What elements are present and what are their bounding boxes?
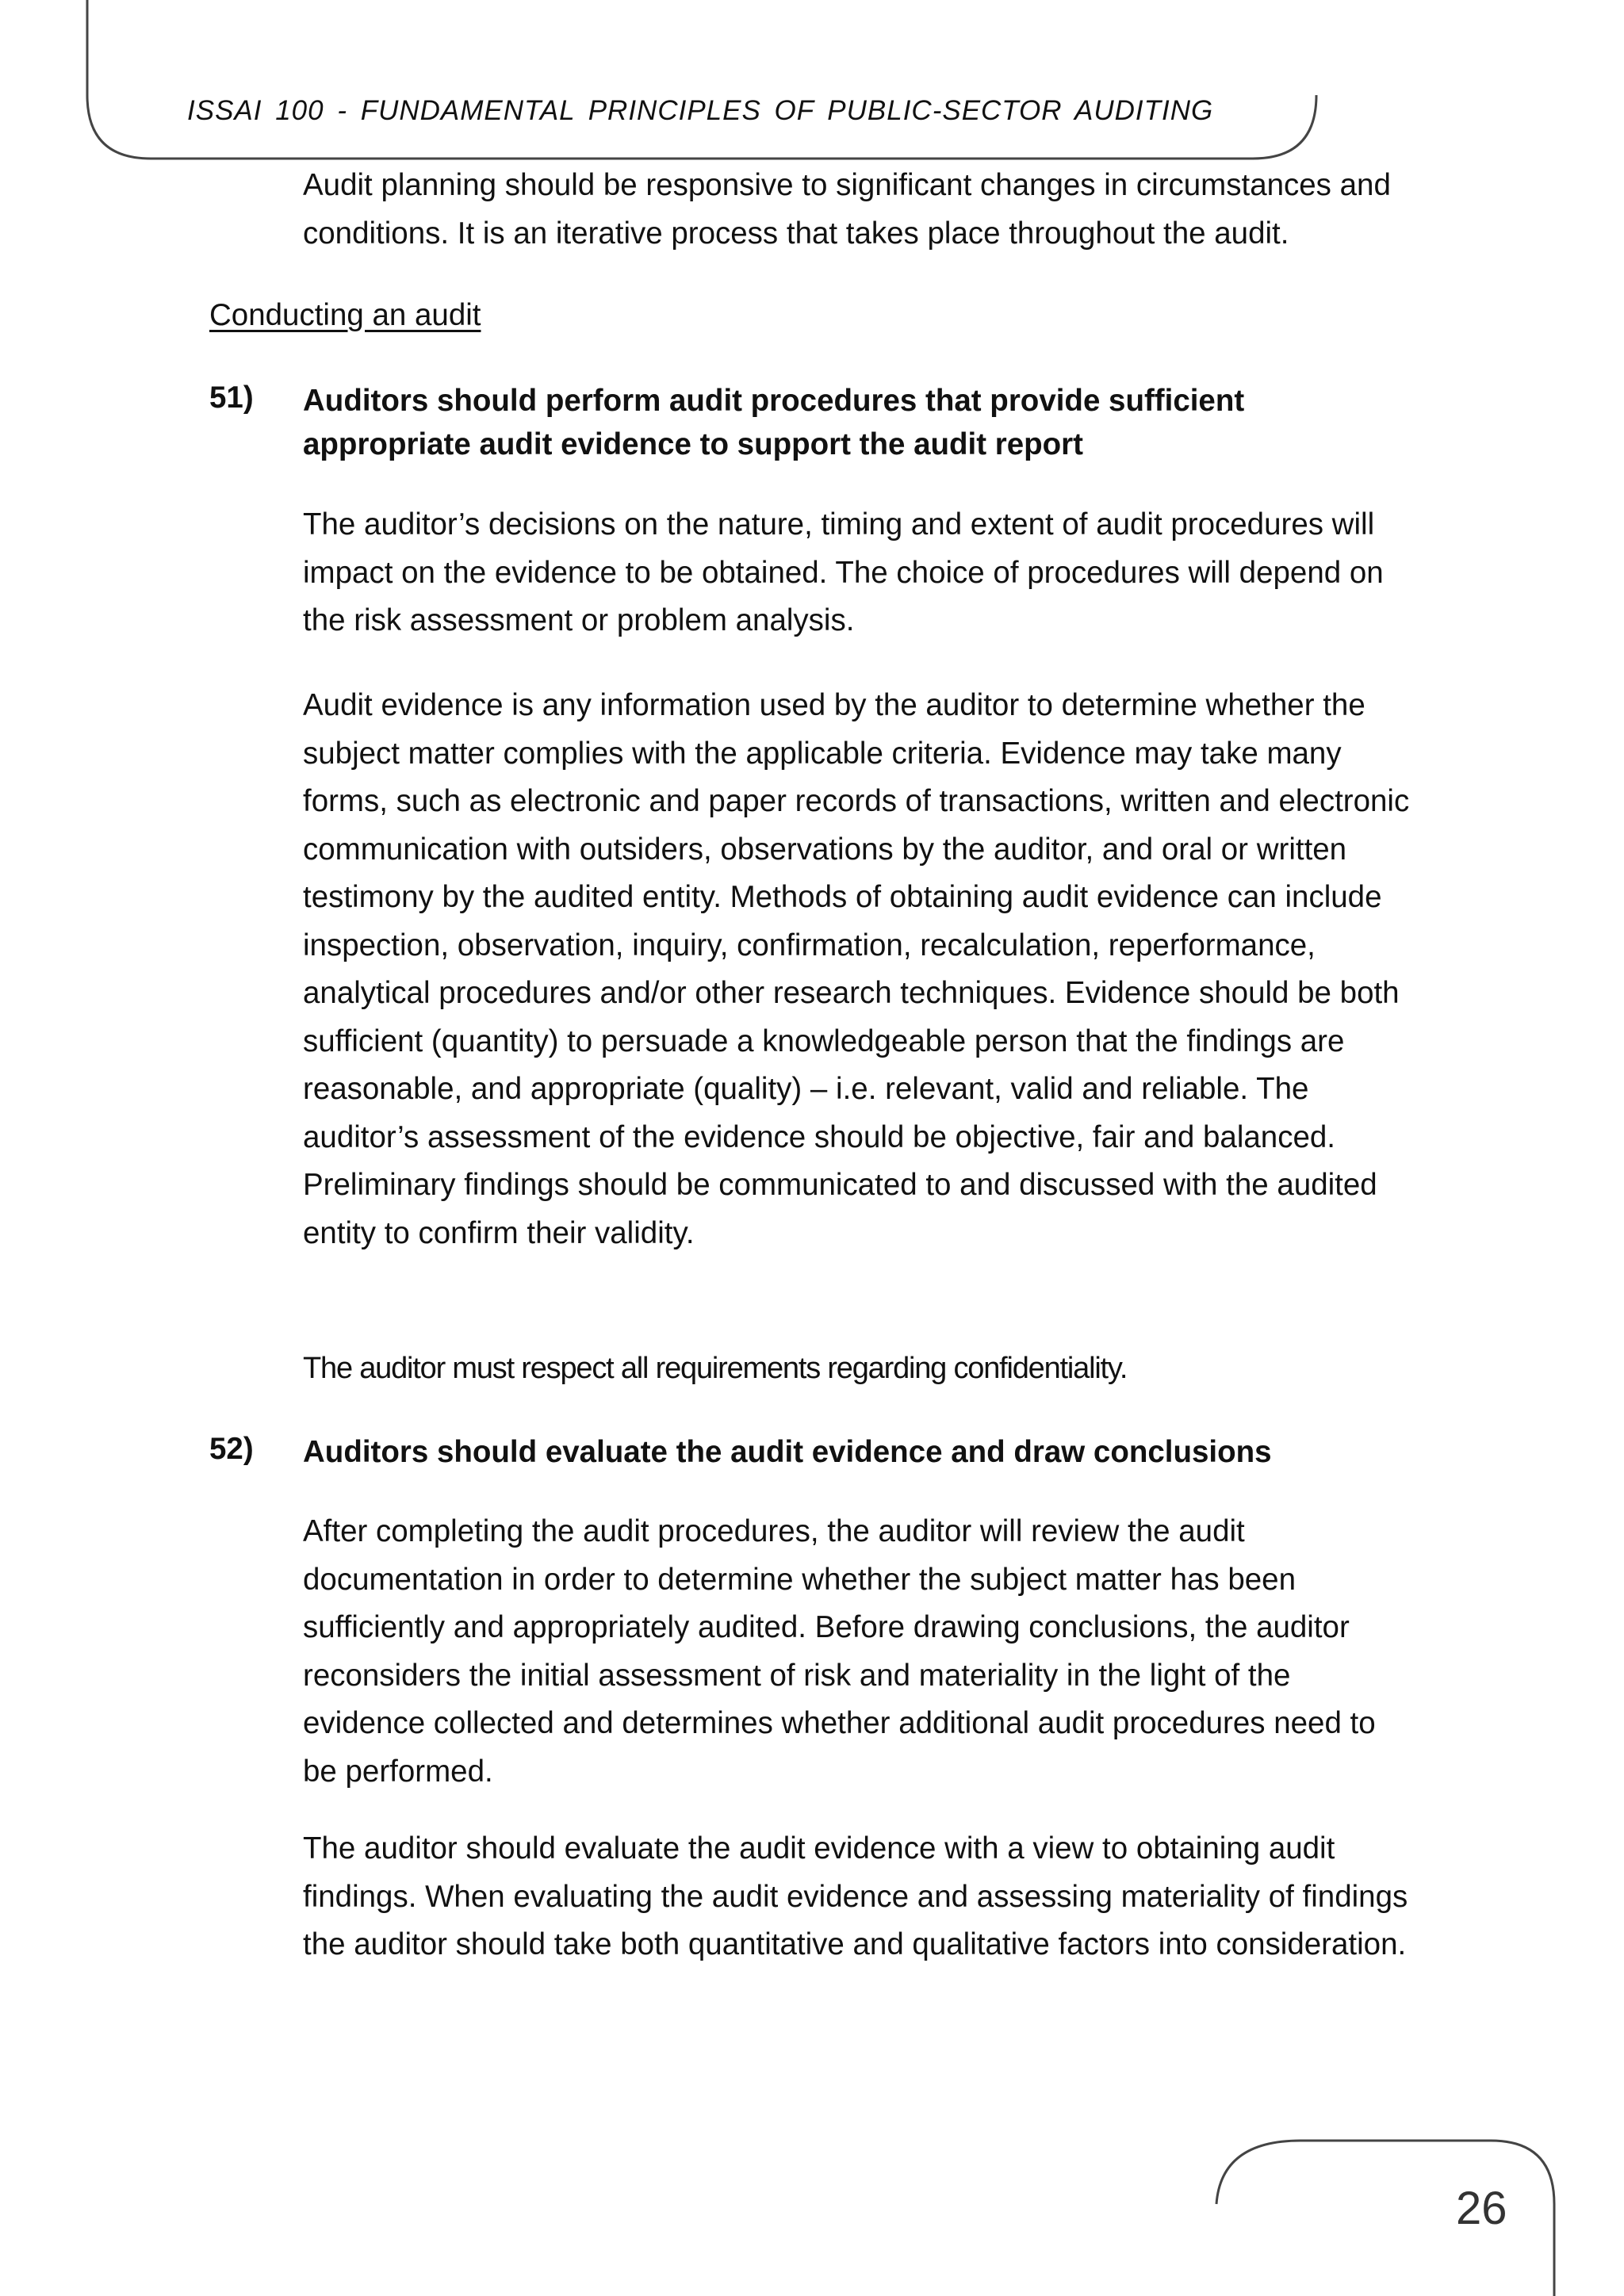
requirement-title-51: Auditors should perform audit procedures that provide sufficient appropriate audit evidence to support the audit report [303, 384, 1245, 461]
header-frame [0, 0, 1624, 174]
requirement-number-52: 52) [209, 1432, 254, 1466]
requirement-52-paragraph-1: After completing the audit procedures, the auditor will review the audit documentation in order to determine whether the subject matter has been sufficiently and appropriately audited. Before drawing conclusions, the auditor reconsiders the initial assessment of risk and materiality in the light of the evidence collected and determines whether additional audit procedures need to be performed. [303, 1514, 1376, 1789]
requirement-52-paragraph-2: The auditor should evaluate the audit evidence with a view to obtaining audit findings. When evaluating the audit evidence and assessing materiality of findings the auditor should take both quantitative and qualitative factors into consideration. [303, 1831, 1408, 1961]
document-header-title: ISSAI 100 - FUNDAMENTAL PRINCIPLES OF PUBLIC-SECTOR AUDITING [187, 95, 1214, 126]
requirement-51-paragraph-2: Audit evidence is any information used by the auditor to determine whether the subject matter complies with the applicable criteria. Evidence may take many forms, such as electronic and paper records of transactions, written and electronic communication with outsiders, observations by the auditor, and oral or written testimony by the audited entity. Methods of obtaining audit evidence can include inspection, observation, inquiry, confirmation, recalculation, reperformance, analytical procedures and/or other research techniques. Evidence should be both sufficient (quantity) to persuade a knowledgeable person that the findings are reasonable, and appropriate (quality) – i.e. relevant, valid and reliable. The auditor’s assessment of the evidence should be objective, fair and balanced. Preliminary findings should be communicated to and discussed with the audited entity to confirm their validity. [303, 688, 1410, 1250]
page-number: 26 [1456, 2183, 1507, 2234]
intro-paragraph: Audit planning should be responsive to significant changes in circumstances and conditions. It is an iterative process that takes place throughout the audit. [303, 168, 1391, 251]
requirement-title-52: Auditors should evaluate the audit evidence and draw conclusions [303, 1435, 1272, 1469]
requirement-number-51: 51) [209, 381, 254, 415]
section-subheading: Conducting an audit [209, 298, 481, 332]
page-number-frame [0, 2109, 1624, 2296]
requirement-51-paragraph-3: The auditor must respect all requirements regarding confidentiality. [303, 1352, 1128, 1385]
requirement-51-paragraph-1: The auditor’s decisions on the nature, timing and extent of audit procedures will impact on the evidence to be obtained. The choice of procedures will depend on the risk assessment or problem analysis. [303, 507, 1384, 637]
